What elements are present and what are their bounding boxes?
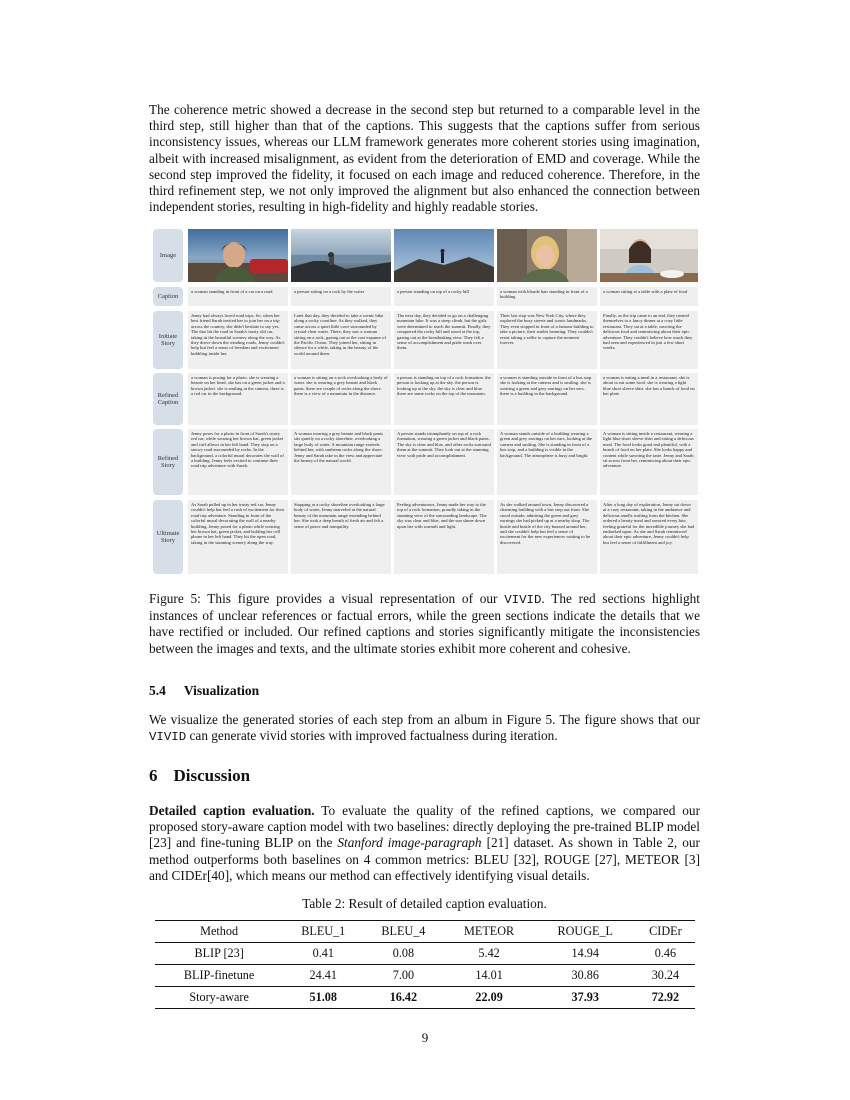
table-header-row <box>155 921 695 943</box>
detailed-caption-paragraph <box>149 803 700 884</box>
refined-story-cell <box>600 429 698 495</box>
row-label-refined-story: Refined Story <box>153 429 183 495</box>
row-label-image: Image <box>153 229 183 282</box>
paragraph-code: VIVID <box>149 730 187 745</box>
section-title: Discussion <box>173 766 251 785</box>
table-header: BLEU_4 <box>363 921 443 943</box>
story-text: Jenny poses for a photo in front of Sarah's trusty red car, while wearing her brown hat, green jacket and cuff allows in her left hand. They stop on a snowy road surrounded by rocks. In the background, a colorful mural decorates the wall of a building. Jenny feels excited to continue their road trip adventure with Sarah. <box>191 431 284 469</box>
story-text: A woman wearing a grey beanie and black pants sits quietly on a rocky shoreline, overlooking a large body of water. A mountain range extends behind her, with sunbeam rocks along the shore. Jenny and Sarah take in the view and appreciate the beauty of the natural world. <box>294 431 384 464</box>
refined-caption-cell <box>394 373 494 425</box>
paragraph-text: To evaluate the quality of the refined captions, we compared our proposed story-aware caption model with two baselines: directly deploying the pre-trained BLIP model [23] and fine-tuning BLIP on the <box>149 803 700 851</box>
paragraph-text: can generate vivid stories with improved factualness during iteration. <box>186 728 558 744</box>
table-cell: 22.09 <box>443 987 534 1009</box>
table-cell: 24.41 <box>283 965 363 987</box>
caption-text: a woman with blonde hair standing in front of a building <box>500 289 588 300</box>
table-cell: 0.46 <box>636 943 695 965</box>
story-text: After a long day of exploration, Jenny sat down at a cozy restaurant, taking in the ambiance and delicious smells wafting from the kitchen. She ordered a hearty meal and savored every bite, feeling grateful for the incredible journey she had embarked upon. As she and Sarah reminisced about their epic adventure, Jenny couldn't help but feel a sense of fulfillment and joy. <box>603 502 695 545</box>
paragraph-text: [21] dataset. As shown in Table 2, our method outperforms both baselines on 4 common metrics: BLEU [32], ROUGE [27], METEOR [3] and CIDEr[40], which means our method can effectively identifying visual details. <box>149 835 700 883</box>
caption-text: a woman is sitting on a rock overlooking a body of water. she is wearing a grey beanie and black pants. there are couple of rocks along the shore. there is a view of a mountain in the distance. <box>294 375 388 397</box>
figure-caption-code: VIVID <box>504 593 542 607</box>
initiate-story-cell <box>497 311 597 369</box>
row-label-initiate-story: Initiate Story <box>153 311 183 369</box>
ultimate-story-cell <box>291 500 391 574</box>
paragraph-text: We visualize the generated stories of each step from an album in Figure 5. The figure shows that our <box>149 712 700 727</box>
table-cell: 16.42 <box>363 987 443 1009</box>
ultimate-story-cell <box>394 500 494 574</box>
figure-caption-lead: Figure 5: This figure provides a visual representation of our <box>149 591 505 606</box>
table-cell: 5.42 <box>443 943 534 965</box>
table-cell: 7.00 <box>363 965 443 987</box>
table-header: CIDEr <box>636 921 695 943</box>
table-row <box>155 965 695 987</box>
table-row <box>155 943 695 965</box>
caption-cell <box>188 287 288 306</box>
table-header: ROUGE_L <box>535 921 636 943</box>
table-row <box>155 987 695 1009</box>
table-cell: BLIP-finetune <box>155 965 283 987</box>
initiate-story-cell <box>394 311 494 369</box>
photo-person-on-rock <box>291 229 391 282</box>
page-number: 9 <box>421 1030 429 1045</box>
refined-story-cell <box>291 429 391 495</box>
caption-cell <box>291 287 391 306</box>
section-number: 5.4 <box>149 683 166 698</box>
caption-cell <box>394 287 494 306</box>
table-header: Method <box>155 921 283 943</box>
story-text: Stopping at a rocky shoreline overlooking a large body of water, Jenny marveled at the natural beauty of the mountain range extending behind her. She took a deep breath of fresh air and felt a sense of peace and tranquility. <box>294 502 385 529</box>
initiate-story-cell <box>188 311 288 369</box>
table-cell: 14.94 <box>535 943 636 965</box>
caption-text: a person is standing on top of a rock formation. the person is looking up at the sky. the person is looking up at the sky. the sky is clear and blue. there are some rocks on the top of the mountain. <box>397 375 491 397</box>
caption-text: a woman is posing for a photo. she is wearing a beanie on her head, she has on a green jacket and a brown jacket. she is smiling at the camera, there is a red car in the background. <box>191 375 285 397</box>
table-caption: Table 2: Result of detailed caption evaluation. <box>302 896 547 911</box>
row-label-caption: Caption <box>153 287 183 306</box>
ultimate-story-cell <box>600 500 698 574</box>
table-cell: 51.08 <box>283 987 363 1009</box>
table-header: METEOR <box>443 921 534 943</box>
table-cell: 30.24 <box>636 965 695 987</box>
story-text: The next day, they decided to go on a challenging mountain hike. It was a steep climb, but the girls were determined to reach the summit. Finally, they conquered the rocky hill and stood at the top, gazing out at the breathtaking view. They felt a sense of accomplishment and pride wash over them. <box>397 313 491 351</box>
refined-caption-cell <box>497 373 597 425</box>
caption-text: a person sitting on a rock by the water <box>294 289 365 294</box>
figure-caption <box>149 591 700 657</box>
photo-woman-by-car <box>188 229 288 282</box>
visualization-paragraph <box>149 712 700 745</box>
initiate-story-cell <box>291 311 391 369</box>
caption-text: a women is standing outside in front of a bus stop. she is looking at the camera and is smiling. she is wearing a green and grey earrings on her ears. there is a building in the background. <box>500 375 593 397</box>
ultimate-story-cell <box>497 500 597 574</box>
photo-woman-blonde <box>497 229 597 282</box>
story-text: Their last stop was New York City, where they explored the busy streets and iconic landmarks. They even stopped in front of a famous building to take a picture, their smiles beaming. They couldn't resist taking a selfie to capture the moment forever. <box>500 313 594 346</box>
story-text: Feeling adventurous, Jenny made her way to the top of a rock formation, proudly taking in the stunning view of the surrounding landscape. The sky was clear and blue, and the sun shone down upon her with warmth and light. <box>397 502 487 529</box>
refined-story-cell <box>394 429 494 495</box>
figure-5 <box>153 227 698 576</box>
section-number: 6 <box>149 766 158 785</box>
caption-text: a person standing on top of a rocky hill <box>397 289 469 294</box>
figure-caption-rest: . The red sections highlight instances of unclear references or factual errors, while the green sections indicate the details that we have rectified or included. Our refined captions and stories significantly mitigate the inconsistencies between the images and texts, and the ultimate stories exhibit more coherent and cohesive. <box>149 591 700 656</box>
section-heading-5-4 <box>149 683 259 699</box>
refined-caption-cell <box>188 373 288 425</box>
table-header: BLEU_1 <box>283 921 363 943</box>
row-label-refined-caption: Refined Caption <box>153 373 183 425</box>
story-text: A woman is sitting inside a restaurant, wearing a light blue short sleeve shirt and eating a delicious meal. The food looks good and plentiful, with a bunch of food on her plate. She looks happy and content while savoring the taste. Jenny and Sarah sit across from her, reminiscing about their epic adventure. <box>603 431 694 469</box>
paragraph-lead: Detailed caption evaluation. <box>149 803 315 818</box>
story-text: As Sarah pulled up in her trusty red car, Jenny couldn't help but feel a rush of excitement for their road trip adventure. Standing in front of the colorful mural decorating the wall of a nearby building, Jenny posed for a photo while wearing her brown hat, green jacket, and holding her cell phone in her left hand. They hit the open road, taking in the stunning scenery along the way. <box>191 502 285 545</box>
table-cell: Story-aware <box>155 987 283 1009</box>
ultimate-story-cell <box>188 500 288 574</box>
caption-cell <box>600 287 698 306</box>
row-label-ultimate-story: Ultimate Story <box>153 500 183 574</box>
story-text: As she walked around town, Jenny discovered a charming building with a bus stop out front. She stood outside, admiring the green and grey earrings she had picked up at a nearby shop. The hustle and bustle of the city buzzed around her, and she couldn't help but feel a sense of excitement for the new experiences waiting to be discovered. <box>500 502 591 545</box>
photo-woman-at-table <box>600 229 698 282</box>
story-text: Jenny had always loved road trips. So, when her best friend Sarah invited her to join her on a trip across the country, she didn't hesitate to say yes. The duo hit the road in Sarah's trusty old car, taking in the beautiful scenery along the way. As they drove down the winding roads, Jenny couldn't help but feel a sense of freedom and excitement bubbling inside her. <box>191 313 285 356</box>
refined-story-cell <box>497 429 597 495</box>
results-table <box>155 920 695 1009</box>
story-text: Later that day, they decided to take a scenic hike along a rocky coastline. As they walked, they came across a quiet little cove surrounded by crystal-clear water. There, they saw a woman sitting on a rock, gazing out at the vast expanse of the Pacific Ocean. They joined her, sitting in silence for a while, taking in the beauty of the world around them. <box>294 313 386 356</box>
photo-person-on-hill <box>394 229 494 282</box>
refined-caption-cell <box>291 373 391 425</box>
intro-paragraph: The coherence metric showed a decrease in the second step but returned to a comparable level in the third step, still higher than that of the captions. This suggests that the captions suffer from serious inconsistency issues, whereas our LLM framework generates more coherent stories using imagination, albeit with increased misalignment, as evident from the deterioration of EMD and coverage. While the second step improved the fidelity, it focused on each image and reduced coherence. Therefore, in the third refinement step, we not only improved the alignment but also enhanced the connection between independent stories, resulting in high-fidelity and highly readable stories. <box>149 102 700 215</box>
refined-caption-cell <box>600 373 698 425</box>
caption-text: a woman sitting at a table with a plate of food <box>603 289 688 294</box>
section-title: Visualization <box>183 683 260 698</box>
paragraph-italic: Stanford image-paragraph <box>337 835 482 851</box>
table-cell: 72.92 <box>636 987 695 1009</box>
table-cell: 37.93 <box>535 987 636 1009</box>
caption-cell <box>497 287 597 306</box>
initiate-story-cell <box>600 311 698 369</box>
story-text: Finally, as the trip came to an end, they treated themselves to a fancy dinner at a cozy little restaurant. They sat at a table, savoring the delicious food and reminiscing about their epic adventure. They couldn't believe how much they had seen and experienced in just a few short weeks. <box>603 313 693 351</box>
caption-text: a woman standing in front of a car on a road <box>191 289 273 294</box>
table-cell: 14.01 <box>443 965 534 987</box>
section-heading-6 <box>149 766 250 786</box>
refined-story-cell <box>188 429 288 495</box>
story-text: A person stands triumphantly on top of a rock formation, wearing a green jacket and black pants. The sky is clear and blue, and other rocks surround them at the summit. They look out at the stunning view with pride and accomplishment. <box>397 431 491 458</box>
story-text: A woman stands outside of a building wearing a green and grey earrings on her ears, looking at the camera and smiling. She is standing in front of a bus stop, and a building is visible in the background. The atmosphere is busy and bright. <box>500 431 593 458</box>
table-cell: 30.86 <box>535 965 636 987</box>
table-cell: BLIP [23] <box>155 943 283 965</box>
table-cell: 0.41 <box>283 943 363 965</box>
table-cell: 0.08 <box>363 943 443 965</box>
caption-text: a woman is eating a meal in a restaurant. she is about to eat some food. she is wearing a light blue short sleeve shirt. she has a bunch of food on her plate. <box>603 375 695 397</box>
